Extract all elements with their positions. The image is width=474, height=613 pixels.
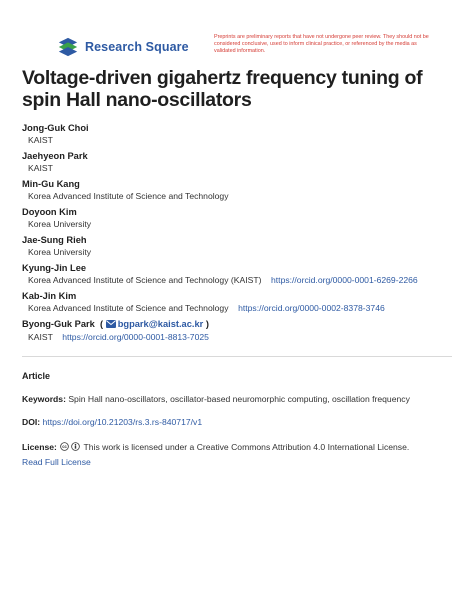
research-square-logo[interactable] [57,36,189,58]
research-square-logo-icon [57,36,79,58]
author-entry [22,234,462,259]
corresponding-author-name: Byong-Guk Park ( bgpark@kaist.ac.kr ) [22,319,209,329]
doi-label: DOI: [22,417,41,427]
license-label: License: [22,442,57,452]
license-text: This work is licensed under a Creative Commons Attribution 4.0 International License. [83,442,410,452]
author-entry [22,122,462,147]
paper-title: Voltage-driven gigahertz frequency tuning of spin Hall nano-oscillators [22,67,423,111]
author-affiliation: KAIST https://orcid.org/0000-0001-8813-7025 [28,332,209,342]
read-full-license-link[interactable]: Read Full License [22,457,91,467]
attribution-icon [71,441,80,455]
section-divider [22,356,452,357]
author-affiliation: Korea University [28,247,92,257]
author-name: Kab-Jin Kim [22,291,77,301]
orcid-link[interactable]: https://orcid.org/0000-0002-8378-3746 [238,303,385,313]
creative-commons-icon [60,441,69,455]
author-affiliation: Korea University [28,219,92,229]
author-entry [22,290,462,315]
author-name: Kyung-Jin Lee [22,263,87,273]
article-type: Article [22,371,51,381]
logo-text: Research Square [85,40,189,54]
author-affiliation: KAIST [28,163,53,173]
mail-icon [106,319,116,331]
author-name: Doyoon Kim [22,207,77,217]
keywords-line [22,394,410,404]
doi-link[interactable]: https://doi.org/10.21203/rs.3.rs-840717/v1 [42,417,203,427]
orcid-link[interactable]: https://orcid.org/0000-0001-8813-7025 [62,332,209,342]
author-affiliation: Korea Advanced Institute of Science and Technology (KAIST) https://orcid.org/0000-0001-6269-2266 [28,275,418,285]
orcid-link[interactable]: https://orcid.org/0000-0001-6269-2266 [271,275,418,285]
author-entry [22,178,462,203]
author-name: Jong-Guk Choi [22,123,89,133]
author-affiliation: Korea Advanced Institute of Science and Technology [28,191,229,201]
license-block [22,440,409,469]
author-affiliation: KAIST [28,135,53,145]
author-name: Jae-Sung Rieh [22,235,87,245]
email-link[interactable]: bgpark@kaist.ac.kr [117,319,204,329]
author-list [22,122,462,347]
preprint-disclaimer: Preprints are preliminary reports that have not undergone peer review. They should not be considered conclusive, used to inform clinical practice, or referenced by the media as validated information. [214,34,429,54]
doi-line [22,417,202,427]
keywords-text: Spin Hall nano-oscillators, oscillator-based neuromorphic computing, oscillation frequency [68,394,410,404]
svg-text:cc: cc [62,444,68,450]
author-entry [22,262,462,287]
corresponding-author-entry [22,318,462,344]
author-name: Min-Gu Kang [22,179,80,189]
author-entry [22,150,462,175]
author-entry [22,206,462,231]
keywords-label: Keywords: [22,394,66,404]
author-name: Jaehyeon Park [22,151,88,161]
author-affiliation: Korea Advanced Institute of Science and Technology https://orcid.org/0000-0002-8378-3746 [28,303,385,313]
